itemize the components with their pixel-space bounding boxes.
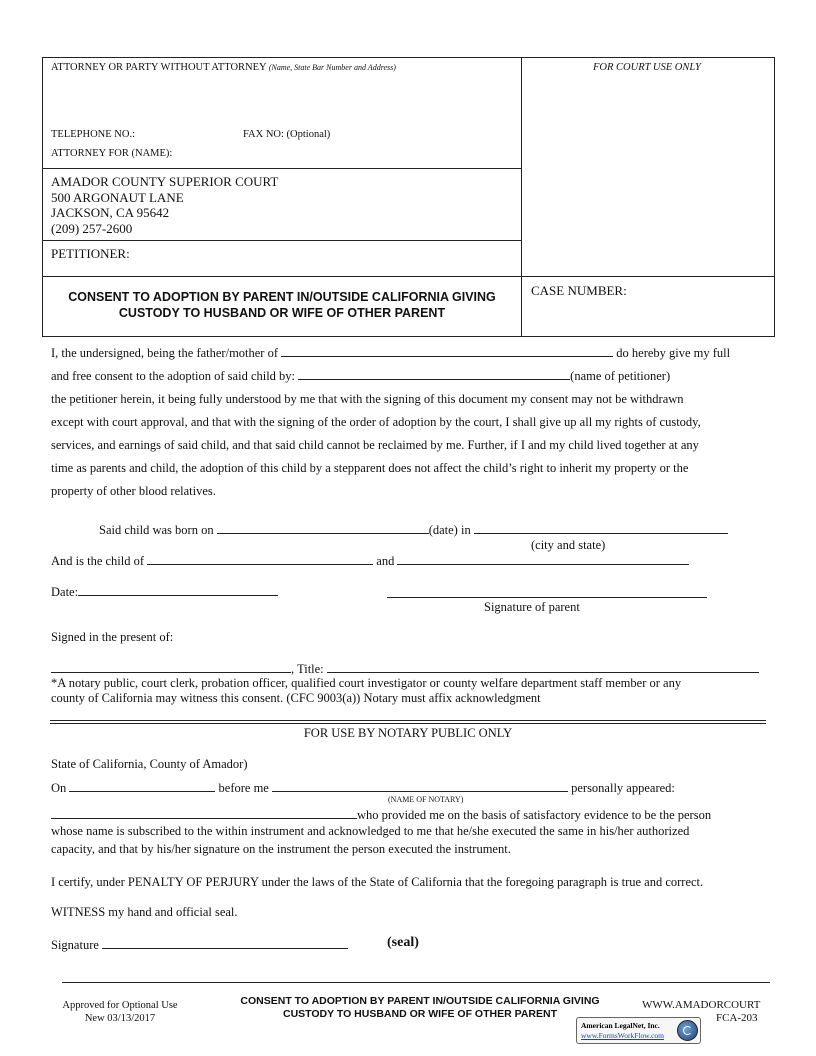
court-street: 500 ARGONAUT LANE — [51, 189, 184, 205]
capacity-line: capacity, and that by his/her signature on the instrument the person executed the instrument. — [51, 842, 511, 856]
legalnet-logo[interactable] — [576, 1017, 701, 1044]
subscribed-line: whose name is subscribed to the within instrument and acknowledged to me that he/she executed the same in his/her authorized — [51, 824, 690, 838]
signature-parent-label: Signature of parent — [484, 600, 580, 614]
birth-date-field[interactable] — [217, 522, 429, 534]
court-address — [51, 174, 278, 236]
telephone-label: TELEPHONE NO.: — [51, 129, 135, 140]
footnote — [51, 676, 681, 706]
court-name: AMADOR COUNTY SUPERIOR COURT — [51, 174, 279, 189]
case-number-label: CASE NUMBER: — [531, 283, 627, 298]
footnote-line-1: *A notary public, court clerk, probation officer, qualified court investigator or county welfare department staff member or any — [51, 676, 682, 690]
date-line: Date: — [51, 584, 278, 600]
caption-rule-2 — [42, 240, 522, 241]
notary-signature-line: Signature — [51, 937, 348, 953]
child-name-field[interactable] — [281, 345, 613, 357]
footer-title-line2: CUSTODY TO HUSBAND OR WIFE OF OTHER PARENT — [283, 1008, 557, 1020]
notary-name-field[interactable] — [272, 780, 568, 792]
footnote-line-2: county of California may witness this consent. (CFC 9003(a)) Notary must affix acknowledgment — [51, 691, 541, 705]
notary-signature-field[interactable] — [102, 937, 348, 949]
consent-line-7: property of other blood relatives. — [51, 484, 216, 498]
consent-line-6: time as parents and child, the adoption of this child by a stepparent does not affect the child’s right to inherit my property or the — [51, 461, 689, 475]
birth-place-field[interactable] — [474, 522, 728, 534]
appeared-person-field[interactable] — [51, 807, 357, 819]
date-field[interactable] — [78, 584, 278, 596]
attorney-hint: (Name, State Bar Number and Address) — [268, 63, 396, 72]
consent-line-4: except with court approval, and that with the signing of the order of adoption by the court, I shall give up all my rights of custody, — [51, 415, 701, 429]
footer-approved — [55, 999, 185, 1025]
footer-title-line1: CONSENT TO ADOPTION BY PARENT IN/OUTSIDE CALIFORNIA GIVING — [240, 995, 600, 1007]
new-date-label: New 03/13/2017 — [84, 1013, 156, 1024]
consent-line-5: services, and earnings of said child, and that said child cannot be reclaimed by me. Further, if I and my child lived together at any — [51, 438, 699, 452]
signed-presence-label: Signed in the present of: — [51, 630, 174, 644]
approved-label: Approved for Optional Use — [62, 1000, 178, 1011]
parent-signature-line[interactable] — [387, 597, 707, 598]
petitioner-name-field[interactable] — [298, 368, 570, 380]
witness-seal-line: WITNESS my hand and official seal. — [51, 905, 238, 919]
caption-rule-3 — [42, 276, 775, 277]
consent-paragraph — [51, 342, 761, 503]
name-of-notary-label: (NAME OF NOTARY) — [388, 795, 464, 804]
born-line: Said child was born on (date) in — [99, 522, 728, 538]
fax-label: FAX NO: (Optional) — [243, 129, 331, 140]
notary-rule-bottom — [50, 723, 766, 724]
parent-one-field[interactable] — [147, 553, 373, 565]
witness-line: , Title: — [51, 661, 759, 677]
logo-globe-icon — [677, 1020, 698, 1041]
evidence-line: who provided me on the basis of satisfactory evidence to be the person — [51, 807, 711, 823]
certify-line: I certify, under PENALTY OF PERJURY under the laws of the State of California that the foregoing paragraph is true and correct. — [51, 875, 704, 889]
footer-rule — [62, 982, 770, 983]
caption-rule-1 — [42, 168, 522, 169]
form-title-line1: CONSENT TO ADOPTION BY PARENT IN/OUTSIDE CALIFORNIA GIVING — [68, 290, 496, 304]
on-line: On before me personally appeared: — [51, 781, 675, 795]
attorney-for-label: ATTORNEY FOR (NAME): — [51, 148, 173, 159]
form-title-line2: CUSTODY TO HUSBAND OR WIFE OF OTHER PARENT — [118, 306, 446, 320]
parent-two-field[interactable] — [397, 553, 689, 565]
logo-url[interactable]: www.FormsWorkFlow.com — [581, 1031, 665, 1040]
witness-title-field[interactable] — [327, 661, 759, 673]
consent-line-1: I, the undersigned, being the father/mother of do hereby give my full — [51, 346, 731, 360]
city-state-label: (city and state) — [531, 538, 606, 552]
witness-name-field[interactable] — [51, 661, 291, 673]
attorney-label: ATTORNEY OR PARTY WITHOUT ATTORNEY (Name, State Bar Number and Address) — [51, 62, 396, 73]
seal-label: (seal) — [387, 935, 419, 950]
consent-line-3: the petitioner herein, it being fully understood by me that with the signing of this document my consent may not be withdrawn — [51, 392, 684, 406]
logo-company: American LegalNet, Inc. — [581, 1021, 660, 1030]
court-use-label: FOR COURT USE ONLY — [593, 62, 701, 73]
petitioner-label: PETITIONER: — [51, 246, 130, 261]
footer-title — [215, 995, 625, 1021]
form-number: FCA-203 — [716, 1012, 758, 1024]
court-phone: (209) 257-2600 — [51, 220, 133, 236]
consent-line-2: and free consent to the adoption of said child by: (name of petitioner) — [51, 369, 671, 383]
court-city: JACKSON, CA 95642 — [51, 205, 170, 220]
notary-rule-top — [50, 720, 766, 721]
footer-website[interactable]: WWW.AMADORCOURT — [642, 999, 761, 1011]
notary-heading: FOR USE BY NOTARY PUBLIC ONLY — [303, 726, 513, 740]
child-of-line: And is the child of and — [51, 553, 689, 569]
form-title — [42, 289, 522, 321]
notary-date-field[interactable] — [69, 780, 215, 792]
state-county-line: State of California, County of Amador) — [51, 757, 248, 771]
